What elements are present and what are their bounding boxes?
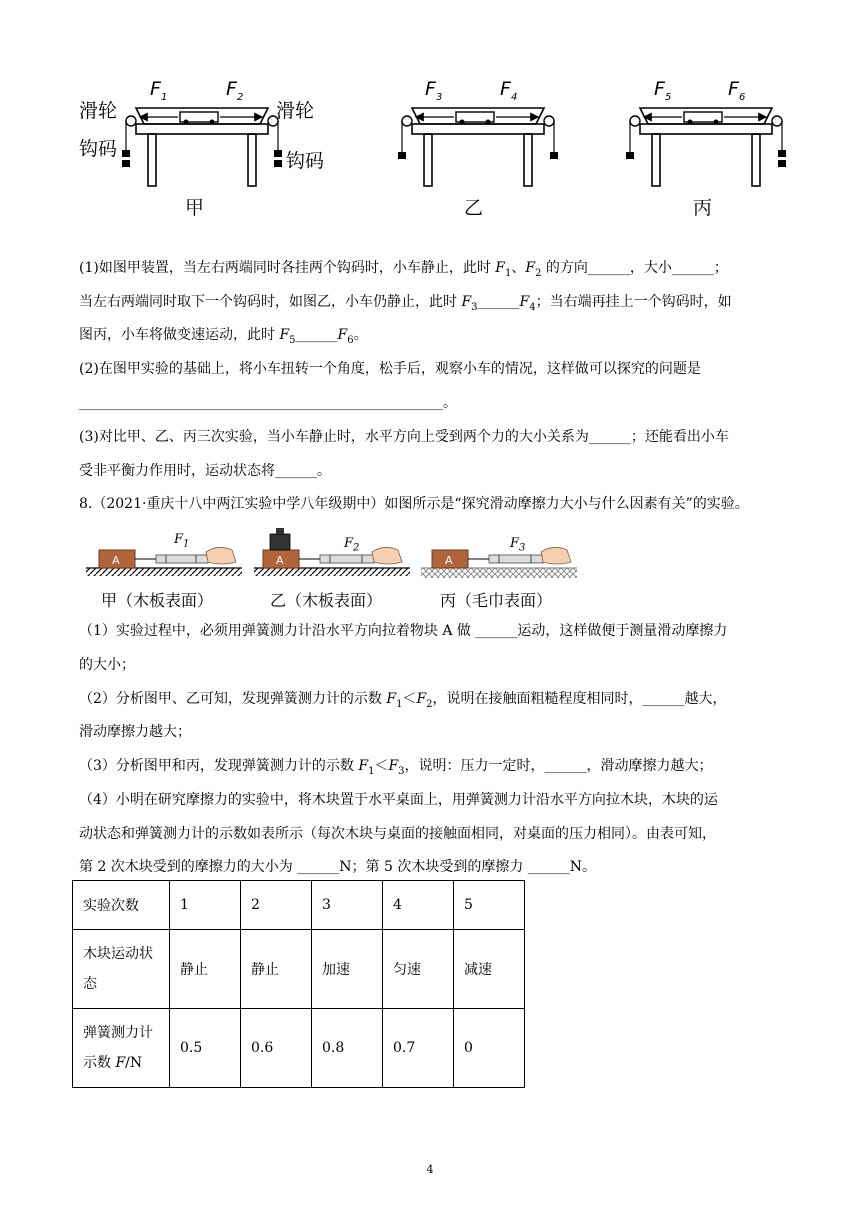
table-cell: 0.8 <box>312 1009 383 1088</box>
force-label-f6: $F_6$ <box>728 78 746 103</box>
table-row <box>73 1009 525 1088</box>
force-label-f4: $F_4$ <box>500 78 518 103</box>
table-header-cell: 3 <box>312 881 383 930</box>
q8-sub1-line2: 的大小； <box>79 657 135 673</box>
table-header-cell: 2 <box>241 881 312 930</box>
table-row-label: 弹簧测力计 示数 F/N <box>73 1009 170 1088</box>
q7-part2-line1: (2)在图甲实验的基础上，将小车扭转一个角度，松手后，观察小车的情况，这样做可以探究的问题是 <box>79 361 701 377</box>
friction-setup-yi <box>254 528 410 576</box>
q7-part1-line3: 图丙，小车将做变速运动，此时 $F_5\_\_\_\_\_\_F_6$。 <box>79 327 368 346</box>
q7-part3-line2: 受非平衡力作用时，运动状态将______。 <box>79 463 331 479</box>
friction-f1-label: $F_1$ <box>174 532 190 550</box>
page-number: 4 <box>426 1163 434 1176</box>
friction-f3-label: $F_3$ <box>510 536 526 554</box>
force-label-f2: $F_2$ <box>226 78 244 103</box>
table-row <box>73 930 525 1009</box>
svg-text:A: A <box>112 554 120 567</box>
table-header-cell: 实验次数 <box>73 881 170 930</box>
force-label-f5: $F_5$ <box>654 78 672 103</box>
q7-part2-line2: ____________________________________________________。 <box>79 395 457 411</box>
figure-jia <box>122 108 282 186</box>
weight-label-left: 钩码 <box>79 138 118 160</box>
friction-f2-label: $F_2$ <box>344 536 360 554</box>
friction-caption-jia: 甲（木板表面） <box>101 591 214 610</box>
table-cell: 减速 <box>454 930 525 1009</box>
q8-sub1-line1: （1）实验过程中，必须用弹簧测力计沿水平方向拉着物块 A 做 ______运动，这样做便于测量滑动摩擦力 <box>79 623 728 639</box>
q8-sub2-line2: 滑动摩擦力越大； <box>79 724 191 740</box>
table-cell: 静止 <box>170 930 241 1009</box>
q8-sub4-line3: 第 2 次木块受到的摩擦力的大小为 ______N；第 5 次木块受到的摩擦力 ______N。 <box>79 859 597 875</box>
friction-caption-yi: 乙（木板表面） <box>270 591 383 610</box>
q7-part1-line1: (1)如图甲装置，当左右两端同时各挂两个钩码时，小车静止，此时 $F_1$、$F_2$ 的方向______，大小______； <box>79 260 728 279</box>
table-cell: 静止 <box>241 930 312 1009</box>
force-label-f3: $F_3$ <box>425 78 443 103</box>
force-label-f1: $F_1$ <box>150 78 168 103</box>
weight-label-right: 钩码 <box>286 150 325 172</box>
q8-sub3: （3）分析图甲和丙，发现弹簧测力计的示数 $F_1<F_3$，说明：压力一定时，______，滑动摩擦力越大； <box>79 758 713 777</box>
table-cell: 0.7 <box>383 1009 454 1088</box>
experiment-table <box>72 880 525 1088</box>
figure-bing <box>626 108 786 186</box>
table-header-cell: 1 <box>170 881 241 930</box>
caption-bing: 丙 <box>693 197 713 219</box>
q8-stem: 8.（2021·重庆十八中两江实验中学八年级期中）如图所示是“探究滑动摩擦力大小与什么因素有关”的实验。 <box>79 496 749 512</box>
table-cell: 加速 <box>312 930 383 1009</box>
pulley-label-right: 滑轮 <box>276 100 315 122</box>
table-cell: 匀速 <box>383 930 454 1009</box>
friction-setup-bing <box>421 547 577 578</box>
svg-text:A: A <box>445 554 453 567</box>
friction-figure <box>0 520 860 590</box>
q8-sub4-line2: 动状态和弹簧测力计的示数如表所示（每次木块与桌面的接触面相同，对桌面的压力相同）。由表可知， <box>79 826 716 842</box>
caption-jia: 甲 <box>185 197 205 219</box>
table-header-cell: 4 <box>383 881 454 930</box>
table-cell: 0 <box>454 1009 525 1088</box>
table-cell: 0.5 <box>170 1009 241 1088</box>
table-header-cell: 5 <box>454 881 525 930</box>
q7-part3-line1: (3)对比甲、乙、丙三次实验，当小车静止时，水平方向上受到两个力的大小关系为______；还能看出小车 <box>79 429 729 445</box>
q7-part1-line2: 当左右两端同时取下一个钩码时，如图乙，小车仍静止，此时 $F_3\_\_\_\_\_\_F_4$；当右端再挂上一个钩码时，如 <box>79 294 732 313</box>
table-cell: 0.6 <box>241 1009 312 1088</box>
table-row-label: 木块运动状 态 <box>73 930 170 1009</box>
pulley-label-left: 滑轮 <box>79 100 118 122</box>
q8-sub4-line1: （4）小明在研究摩擦力的实验中，将木块置于水平桌面上，用弹簧测力计沿水平方向拉木块，木块的运 <box>79 792 718 808</box>
caption-yi: 乙 <box>464 197 484 219</box>
pulley-figure <box>0 0 860 230</box>
figure-yi <box>398 108 558 186</box>
q8-sub2-line1: （2）分析图甲、乙可知，发现弹簧测力计的示数 $F_1<F_2$，说明在接触面粗糙程度相同时，______越大， <box>79 691 727 710</box>
friction-setup-jia <box>86 547 242 576</box>
table-header-row <box>73 881 525 930</box>
friction-caption-bing: 丙（毛巾表面） <box>440 591 553 610</box>
svg-text:A: A <box>276 554 284 567</box>
